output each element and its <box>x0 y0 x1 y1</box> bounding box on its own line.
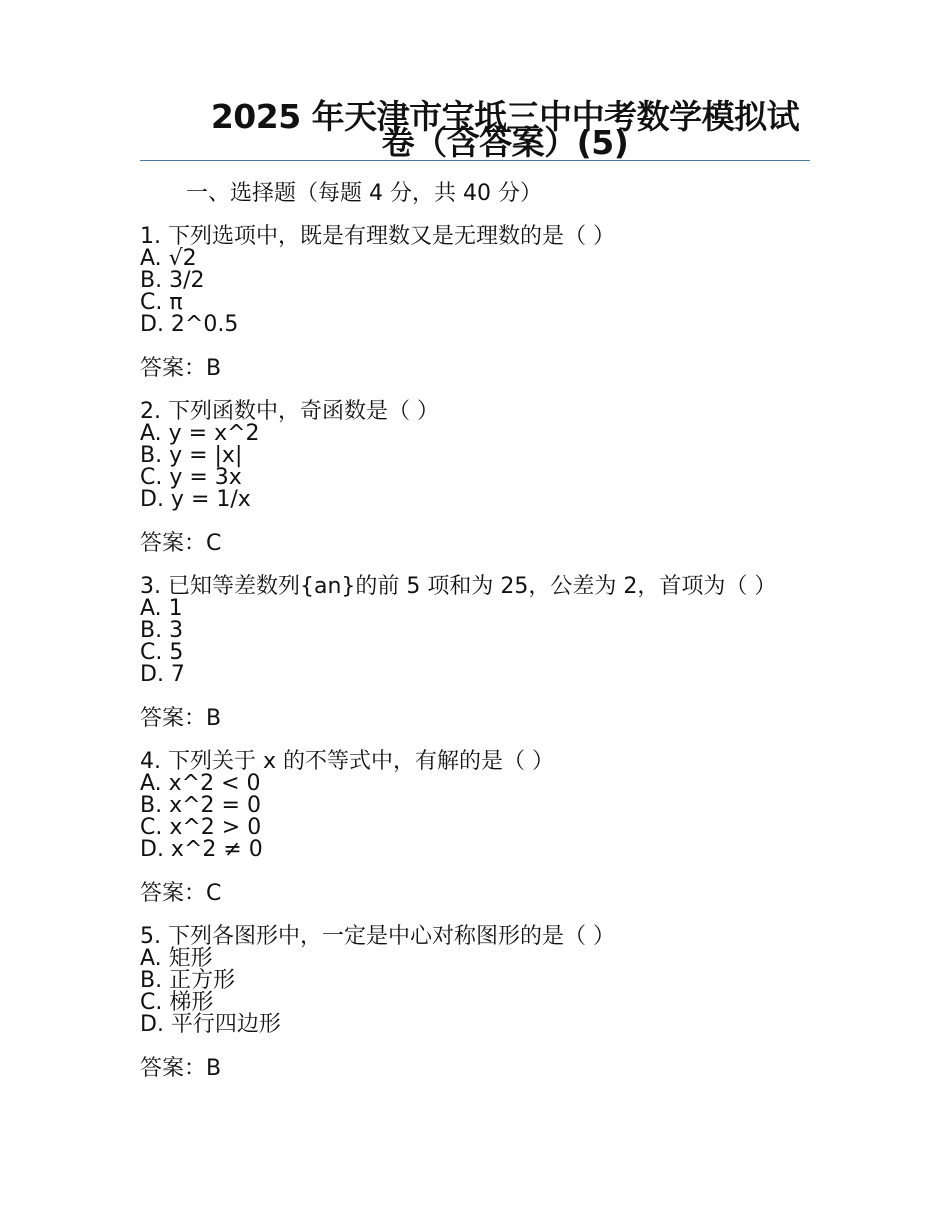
answer-line: 答案：C <box>140 531 222 556</box>
option-a: A. √2 <box>140 246 197 271</box>
question-text: 4. 下列关于 x 的不等式中，有解的是（ ） <box>140 749 554 774</box>
option-b: B. y = |x| <box>140 443 243 468</box>
option-c: C. 5 <box>140 640 184 665</box>
option-d: D. y = 1/x <box>140 487 251 512</box>
option-b: B. 正方形 <box>140 968 236 993</box>
answer-line: 答案：C <box>140 881 222 906</box>
question-text: 3. 已知等差数列{an}的前 5 项和为 25，公差为 2，首项为（ ） <box>140 574 777 599</box>
option-b: B. 3/2 <box>140 268 205 293</box>
option-c: C. π <box>140 290 183 315</box>
option-d: D. 平行四边形 <box>140 1012 281 1037</box>
section-heading: 一、选择题（每题 4 分，共 40 分） <box>186 181 542 206</box>
option-c: C. 梯形 <box>140 990 214 1015</box>
question-4 <box>140 751 780 905</box>
option-d: D. x^2 ≠ 0 <box>140 837 263 862</box>
option-d: D. 2^0.5 <box>140 312 239 337</box>
question-text: 1. 下列选项中，既是有理数又是无理数的是（ ） <box>140 224 615 249</box>
answer-line: 答案：B <box>140 1056 222 1081</box>
option-b: B. 3 <box>140 618 184 643</box>
question-1 <box>140 226 780 380</box>
option-a: A. 1 <box>140 596 183 621</box>
answer-line: 答案：B <box>140 706 222 731</box>
answer-line: 答案：B <box>140 356 222 381</box>
question-3 <box>140 576 780 730</box>
option-d: D. 7 <box>140 662 185 687</box>
option-a: A. y = x^2 <box>140 421 260 446</box>
option-a: A. 矩形 <box>140 946 213 971</box>
option-b: B. x^2 = 0 <box>140 793 261 818</box>
question-text: 2. 下列函数中，奇函数是（ ） <box>140 399 439 424</box>
document-title: 2025 年天津市宝坻三中中考数学模拟试卷（含答案）(5) <box>210 97 800 162</box>
question-5 <box>140 926 780 1080</box>
option-a: A. x^2 < 0 <box>140 771 261 796</box>
question-2 <box>140 401 780 555</box>
question-text: 5. 下列各图形中，一定是中心对称图形的是（ ） <box>140 924 615 949</box>
option-c: C. x^2 > 0 <box>140 815 262 840</box>
question-list <box>140 226 780 1101</box>
option-c: C. y = 3x <box>140 465 242 490</box>
title-divider <box>140 160 810 161</box>
